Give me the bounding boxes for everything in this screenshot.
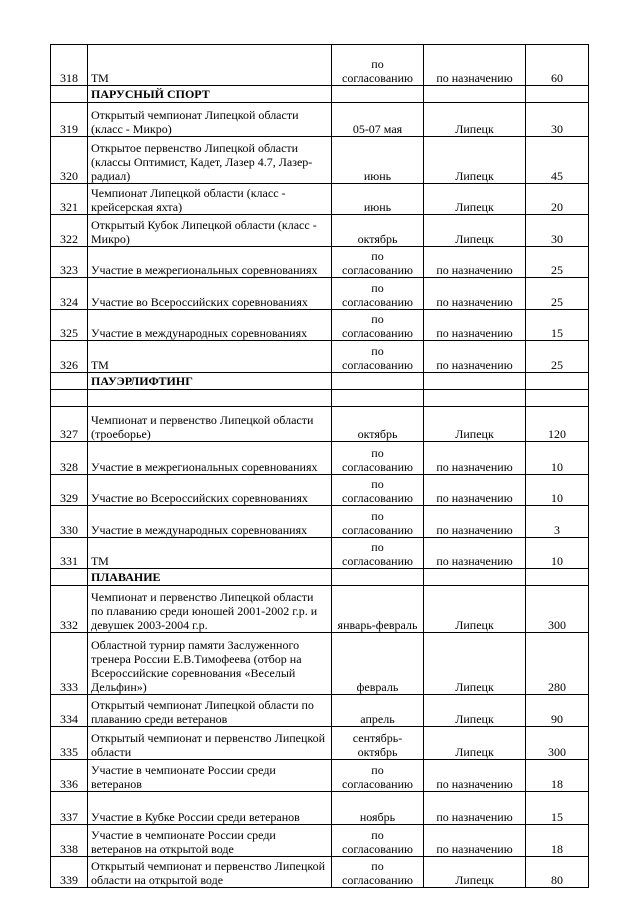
table-row <box>51 442 589 475</box>
row-number: 338 <box>51 825 88 857</box>
table-row <box>51 215 589 247</box>
row-number: 330 <box>51 506 88 538</box>
event-place: по назначению <box>424 442 526 475</box>
row-number: 327 <box>51 407 88 442</box>
event-name: ТМ <box>88 341 332 373</box>
table-row <box>51 103 589 137</box>
section-row <box>51 86 589 103</box>
date-cell <box>332 390 424 407</box>
name-cell <box>88 390 332 407</box>
event-date: сентябрь-октябрь <box>332 727 424 760</box>
event-place: Липецк <box>424 215 526 247</box>
table-row <box>51 45 589 86</box>
event-place: Липецк <box>424 633 526 695</box>
event-place: Липецк <box>424 184 526 215</box>
table-row <box>51 310 589 341</box>
participant-count: 10 <box>526 442 589 475</box>
row-number: 332 <box>51 586 88 633</box>
event-date: июнь <box>332 137 424 184</box>
event-name: Открытый чемпионат Липецкой области (класс - Микро) <box>88 103 332 137</box>
participant-count: 3 <box>526 506 589 538</box>
row-number: 333 <box>51 633 88 695</box>
event-date: октябрь <box>332 407 424 442</box>
event-date: январь-февраль <box>332 586 424 633</box>
event-date: июнь <box>332 184 424 215</box>
count-cell <box>526 86 589 103</box>
event-name: Участие в международных соревнованиях <box>88 506 332 538</box>
row-number-cell <box>51 86 88 103</box>
event-date: ноябрь <box>332 792 424 825</box>
count-cell <box>526 390 589 407</box>
row-number: 326 <box>51 341 88 373</box>
row-number: 321 <box>51 184 88 215</box>
event-name: Открытый чемпионат Липецкой области по плаванию среди ветеранов <box>88 695 332 727</box>
event-name: Участие во Всероссийских соревнованиях <box>88 278 332 310</box>
table-row <box>51 247 589 278</box>
participant-count: 20 <box>526 184 589 215</box>
participant-count: 300 <box>526 727 589 760</box>
table-row <box>51 792 589 825</box>
event-place: Липецк <box>424 586 526 633</box>
participant-count: 30 <box>526 215 589 247</box>
event-date: по согласованию <box>332 341 424 373</box>
event-name: Чемпионат Липецкой области (класс - крейсерская яхта) <box>88 184 332 215</box>
event-name: Чемпионат и первенство Липецкой области по плаванию среди юношей 2001-2002 г.р. и девушек 2003-2004 г.р. <box>88 586 332 633</box>
row-number: 336 <box>51 760 88 792</box>
participant-count: 30 <box>526 103 589 137</box>
participant-count: 90 <box>526 695 589 727</box>
place-cell <box>424 86 526 103</box>
table-row <box>51 506 589 538</box>
table-row <box>51 857 589 888</box>
place-cell <box>424 569 526 586</box>
participant-count: 45 <box>526 137 589 184</box>
table-row <box>51 278 589 310</box>
date-cell <box>332 373 424 390</box>
empty-row <box>51 390 589 407</box>
event-name: ТМ <box>88 538 332 569</box>
event-name: Открытый Кубок Липецкой области (класс - Микро) <box>88 215 332 247</box>
event-place: по назначению <box>424 825 526 857</box>
participant-count: 60 <box>526 45 589 86</box>
event-place: по назначению <box>424 310 526 341</box>
row-number-cell <box>51 569 88 586</box>
table-row <box>51 727 589 760</box>
table-row <box>51 825 589 857</box>
event-name: Чемпионат и первенство Липецкой области (троеборье) <box>88 407 332 442</box>
event-place: по назначению <box>424 792 526 825</box>
participant-count: 10 <box>526 538 589 569</box>
event-date: по согласованию <box>332 278 424 310</box>
event-name: Участие в межрегиональных соревнованиях <box>88 247 332 278</box>
event-date: по согласованию <box>332 760 424 792</box>
schedule-table <box>50 44 589 888</box>
event-date: октябрь <box>332 215 424 247</box>
event-place: Липецк <box>424 695 526 727</box>
row-number: 323 <box>51 247 88 278</box>
section-title: ПЛАВАНИЕ <box>88 569 332 586</box>
participant-count: 15 <box>526 792 589 825</box>
row-number: 339 <box>51 857 88 888</box>
participant-count: 15 <box>526 310 589 341</box>
event-place: по назначению <box>424 247 526 278</box>
row-number: 322 <box>51 215 88 247</box>
event-place: Липецк <box>424 727 526 760</box>
row-number: 329 <box>51 475 88 506</box>
event-name: Областной турнир памяти Заслуженного тренера России Е.В.Тимофеева (отбор на Всероссийские соревнования «Веселый Дельфин») <box>88 633 332 695</box>
table-row <box>51 760 589 792</box>
event-name: Открытое первенство Липецкой области (классы Оптимист, Кадет, Лазер 4.7, Лазер-радиал) <box>88 137 332 184</box>
table-row <box>51 538 589 569</box>
table-row <box>51 695 589 727</box>
event-date: по согласованию <box>332 825 424 857</box>
section-row <box>51 373 589 390</box>
row-number: 320 <box>51 137 88 184</box>
participant-count: 280 <box>526 633 589 695</box>
participant-count: 10 <box>526 475 589 506</box>
event-date: апрель <box>332 695 424 727</box>
participant-count: 80 <box>526 857 589 888</box>
event-date: по согласованию <box>332 247 424 278</box>
event-place: по назначению <box>424 506 526 538</box>
participant-count: 18 <box>526 825 589 857</box>
row-number-cell <box>51 373 88 390</box>
event-place: по назначению <box>424 278 526 310</box>
row-number-cell <box>51 390 88 407</box>
event-date: по согласованию <box>332 857 424 888</box>
event-date: по согласованию <box>332 310 424 341</box>
table-row <box>51 407 589 442</box>
row-number: 335 <box>51 727 88 760</box>
event-date: по согласованию <box>332 475 424 506</box>
row-number: 331 <box>51 538 88 569</box>
event-name: Участие в межрегиональных соревнованиях <box>88 442 332 475</box>
table-row <box>51 475 589 506</box>
participant-count: 25 <box>526 247 589 278</box>
count-cell <box>526 373 589 390</box>
event-place: по назначению <box>424 538 526 569</box>
row-number: 324 <box>51 278 88 310</box>
count-cell <box>526 569 589 586</box>
place-cell <box>424 390 526 407</box>
section-title: ПАУЭРЛИФТИНГ <box>88 373 332 390</box>
date-cell <box>332 569 424 586</box>
row-number: 325 <box>51 310 88 341</box>
event-place: по назначению <box>424 45 526 86</box>
event-name: Участие в Кубке России среди ветеранов <box>88 792 332 825</box>
event-date: по согласованию <box>332 442 424 475</box>
event-date: по согласованию <box>332 506 424 538</box>
event-name: Участие в чемпионате России среди ветеранов <box>88 760 332 792</box>
event-place: Липецк <box>424 137 526 184</box>
table-row <box>51 341 589 373</box>
participant-count: 18 <box>526 760 589 792</box>
event-place: по назначению <box>424 341 526 373</box>
event-name: Открытый чемпионат и первенство Липецкой области на открытой воде <box>88 857 332 888</box>
place-cell <box>424 373 526 390</box>
event-date: по согласованию <box>332 538 424 569</box>
event-place: Липецк <box>424 103 526 137</box>
event-name: ТМ <box>88 45 332 86</box>
row-number: 318 <box>51 45 88 86</box>
schedule-body <box>51 45 589 888</box>
event-name: Открытый чемпионат и первенство Липецкой области <box>88 727 332 760</box>
table-row <box>51 184 589 215</box>
table-row <box>51 633 589 695</box>
table-row <box>51 137 589 184</box>
event-place: Липецк <box>424 407 526 442</box>
row-number: 319 <box>51 103 88 137</box>
date-cell <box>332 86 424 103</box>
row-number: 328 <box>51 442 88 475</box>
event-place: Липецк <box>424 857 526 888</box>
event-date: 05-07 мая <box>332 103 424 137</box>
participant-count: 120 <box>526 407 589 442</box>
event-date: по согласованию <box>332 45 424 86</box>
event-name: Участие в чемпионате России среди ветеранов на открытой воде <box>88 825 332 857</box>
event-place: по назначению <box>424 475 526 506</box>
event-place: по назначению <box>424 760 526 792</box>
participant-count: 25 <box>526 341 589 373</box>
event-date: февраль <box>332 633 424 695</box>
row-number: 334 <box>51 695 88 727</box>
participant-count: 25 <box>526 278 589 310</box>
row-number: 337 <box>51 792 88 825</box>
event-name: Участие во Всероссийских соревнованиях <box>88 475 332 506</box>
participant-count: 300 <box>526 586 589 633</box>
event-name: Участие в международных соревнованиях <box>88 310 332 341</box>
table-row <box>51 586 589 633</box>
section-row <box>51 569 589 586</box>
section-title: ПАРУСНЫЙ СПОРТ <box>88 86 332 103</box>
